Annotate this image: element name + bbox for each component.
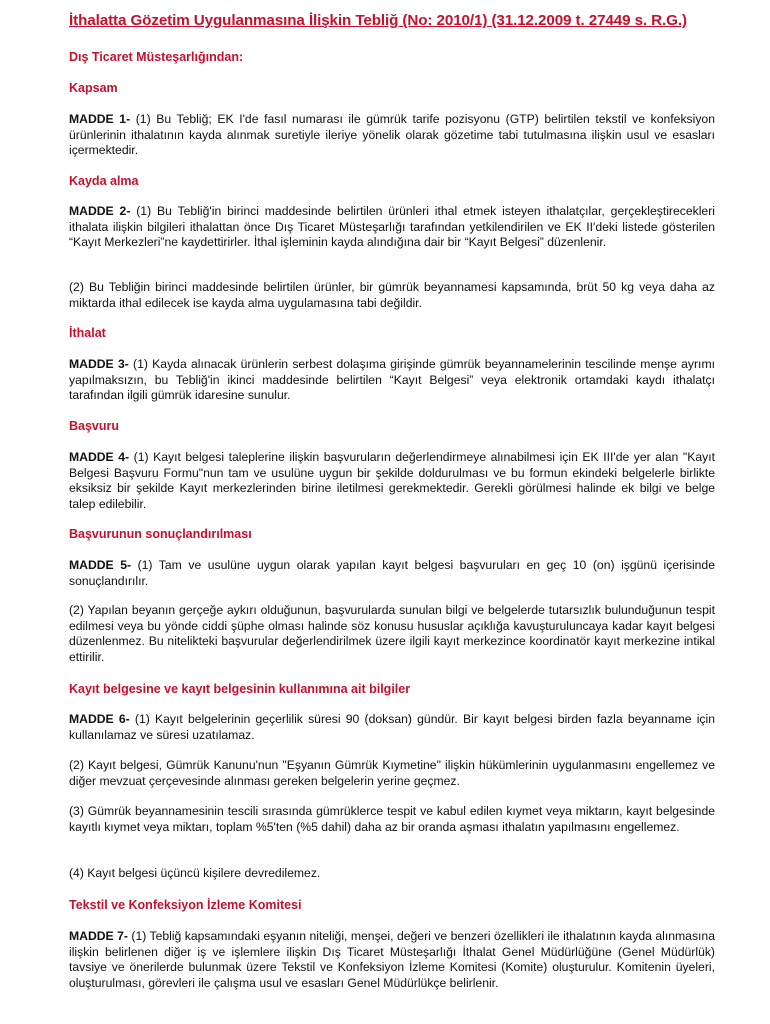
- article-1-label: MADDE 1-: [69, 112, 131, 126]
- article-5: [69, 558, 715, 589]
- section-heading-kapsam: Kapsam: [69, 81, 118, 95]
- issuer-line: Dış Ticaret Müsteşarlığından:: [69, 50, 244, 64]
- article-3-text: (1) Kayda alınacak ürünlerin serbest dolaşıma girişinde gümrük beyannamelerinin tescilinde menşe ayrımı yapılmaksızın, bu Tebliğ'in ikinci maddesinde belirtilen “Kayıt Belgesi” veya elektronik ortamdaki kaydı ithalatçı tarafından ilgili gümrük idaresine sunulur.: [69, 357, 715, 403]
- article-6-paragraph-4: (4) Kayıt belgesi üçüncü kişilere devredilemez.: [69, 866, 321, 880]
- article-5-paragraph-2: (2) Yapılan beyanın gerçeğe aykırı olduğunun, başvurularda sunulan bilgi ve belgelerde tutarsızlık bulunduğunun tespit edilmesi veya bu yönde ciddi şüphe olması halinde söz konusu hususlar açıklığa kavuşturuluncaya kadar kayıt belgesi düzenlenmez. Bu nitelikteki başvurular değerlendirilmek üzere ilgili kayıt merkezince koordinatör kayıt merkezine intikal ettirilir.: [69, 603, 715, 664]
- article-2-paragraph-2: (2) Bu Tebliğin birinci maddesinde belirtilen ürünler, bir gümrük beyannamesi kapsamında, brüt 50 kg veya daha az miktarda ithal edilecek ise kayda alma uygulamasına tabi değildir.: [69, 280, 715, 310]
- article-7-text: (1) Tebliğ kapsamındaki eşyanın niteliği, menşei, değeri ve benzeri özellikleri ile ithalatının kayda alınmasına ilişkin belirlenen diğer iş ve işlemlere ilişkin Dış Ticaret Müsteşarlığı İthalat Genel Müdürlüğüne (Genel Müdürlük) tavsiye ve önerilerde bulunmak üzere Tekstil ve Konfeksiyon İzleme Komitesi (Komite) oluşturulur. Komitenin üyeleri, oluşturulması, görevleri ile çalışma usul ve esasları Genel Müdürlükçe belirlenir.: [69, 929, 715, 990]
- article-4: [69, 450, 715, 512]
- section-heading-kayit-belgesi-kullanimi: Kayıt belgesine ve kayıt belgesinin kullanımına ait bilgiler: [69, 682, 411, 696]
- article-6: [69, 712, 715, 743]
- section-heading-ithalat: İthalat: [69, 326, 106, 340]
- article-7-label: MADDE 7-: [69, 929, 128, 943]
- article-6-paragraph-3: (3) Gümrük beyannamesinin tescili sırasında gümrüklerce tespit ve kabul edilen kıymet veya miktarın, kayıt belgesinde kayıtlı kıymet veya miktarı, toplam %5'ten (%5 dahil) daha az bir oranda aşması ithalatın yapılmasını engellemez.: [69, 804, 715, 834]
- article-5-text: (1) Tam ve usulüne uygun olarak yapılan kayıt belgesi başvuruları en geç 10 (on) işgünü içerisinde sonuçlandırılır.: [69, 558, 715, 588]
- article-3: [69, 357, 715, 404]
- section-heading-kayda-alma: Kayda alma: [69, 174, 139, 188]
- article-4-text: (1) Kayıt belgesi taleplerine ilişkin başvuruların değerlendirmeye alınabilmesi için EK III'de yer alan "Kayıt Belgesi Başvuru Formu"nun tam ve usulüne uygun bir şekilde doldurulması ve bu formun ekindeki belgelerle birlikte eksiksiz bir şekilde Kayıt merkezlerinden birine iletilmesi gerekmektedir. Gerekli görülmesi halinde ek bilgi ve belge talep edilebilir.: [69, 450, 715, 511]
- article-6-paragraph-2: (2) Kayıt belgesi, Gümrük Kanunu'nun "Eşyanın Gümrük Kıymetine" ilişkin hükümlerinin uygulanmasını engellemez ve diğer mevzuat çerçevesinde alınması gereken belgelerin yerine geçmez.: [69, 758, 715, 788]
- article-1: [69, 112, 715, 159]
- section-heading-basvuru: Başvuru: [69, 419, 120, 433]
- article-1-text: (1) Bu Tebliğ; EK I'de fasıl numarası ile gümrük tarife pozisyonu (GTP) belirtilen tekstil ve konfeksiyon ürünlerinin ithalatının kayda alınmak suretiyle ileriye yönelik olarak gözetime tabi tutulmasına ilişkin usul ve esasları içermektedir.: [69, 112, 715, 158]
- article-4-label: MADDE 4-: [69, 450, 130, 464]
- article-5-label: MADDE 5-: [69, 558, 132, 572]
- article-6-text: (1) Kayıt belgelerinin geçerlilik süresi 90 (doksan) gündür. Bir kayıt belgesi birden fazla beyanname için kullanılamaz ve süresi uzatılamaz.: [69, 712, 715, 742]
- article-2-label: MADDE 2-: [69, 204, 131, 218]
- article-2-text: (1) Bu Tebliğ'in birinci maddesinde belirtilen ürünleri ithal etmek isteyen ithalatçılar, gerçekleştirecekleri ithalata ilişkin bilgileri ithalattan önce Dış Ticaret Müsteşarlığı tarafından yetkilendirilen ve EK II'deki listede gösterilen “Kayıt Merkezleri”ne kaydettirirler. İthal işleminin kayda alındığına dair bir “Kayıt Belgesi” düzenlenir.: [69, 204, 715, 250]
- section-heading-izleme-komitesi: Tekstil ve Konfeksiyon İzleme Komitesi: [69, 898, 302, 912]
- section-heading-sonuclandirma: Başvurunun sonuçlandırılması: [69, 527, 252, 541]
- article-3-label: MADDE 3-: [69, 357, 129, 371]
- article-2: [69, 204, 715, 251]
- article-6-label: MADDE 6-: [69, 712, 130, 726]
- article-7: [69, 929, 715, 991]
- document-title: İthalatta Gözetim Uygulanmasına İlişkin Tebliğ (No: 2010/1) (31.12.2009 t. 27449 s. R.G.): [69, 12, 687, 29]
